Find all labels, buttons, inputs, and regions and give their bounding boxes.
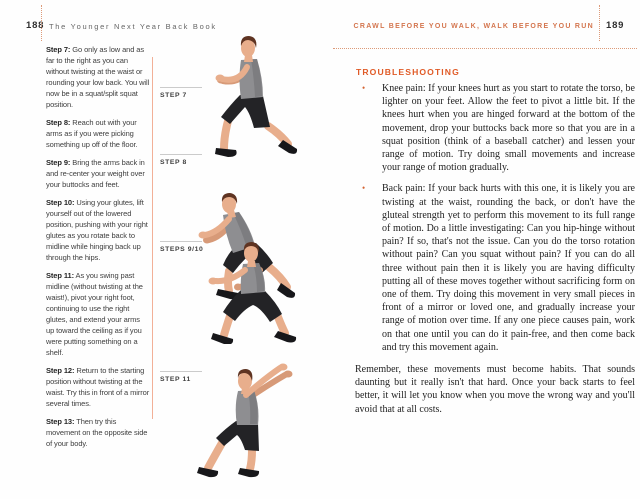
figure-label-text: STEP 8 (160, 159, 187, 166)
figure-label-text: STEP 11 (160, 376, 191, 383)
step-12-paragraph (46, 365, 150, 409)
step-9-label: Step 9: (46, 158, 71, 167)
left-header-dotted-divider (41, 5, 42, 41)
step-10-text: Using your glutes, lift yourself out of the lowered position, pushing with your right glutes as you rotate back to midline while hinging back up through the hips. (46, 198, 148, 262)
step-7-paragraph (46, 44, 150, 110)
troubleshooting-heading: TROUBLESHOOTING (356, 67, 460, 77)
figure-label-text: STEP 7 (160, 92, 187, 99)
right-running-head: CRAWL BEFORE YOU WALK, WALK BEFORE YOU RUN (353, 23, 594, 30)
step-9-paragraph (46, 157, 150, 190)
step-7-text: Go only as low and as far to the right as you can without twisting at the waist or rounding your low back. You will now be in a squat/split squat position. (46, 45, 150, 109)
left-page-number: 188 (26, 20, 45, 31)
bullet-icon: • (362, 83, 366, 93)
step-11-label: Step 11: (46, 271, 74, 280)
step-7-figure-illustration (195, 34, 301, 184)
step-11-text: As you swing past midline (without twisting at the waist!), pivot your right foot, continuing to use the right glutes, and extend your arms up toward the ceiling as if you were putting something on a shelf. (46, 271, 143, 357)
back-pain-bullet (355, 182, 635, 354)
back-pain-text: Back pain: If your back hurts with this one, it is likely you are twisting at the waist, rounding the back, or don't have the gluteal strength yet to perform this movement to its full range of motion. Do a little investigating: Can you hip-hinge without pain? If so, that's not the issue. Can you do the torso rotation without pain? Can you squat without pain? If you can do all three without pain then it is likely you are having difficulty putting all of these moves together without sacrificing form on one of them. Try doing this movement in very small pieces in front of a mirror or loved one, and gradually increase your range of motion over time. If any one piece causes pain, work on that one until you can do it pain-free, and then come back and try this movement again. (382, 183, 635, 353)
right-header-dotted-divider (599, 5, 600, 41)
step-12-text: Return to the starting position without twisting at the waist. Try this in front of a mirror several times. (46, 366, 150, 408)
step-11-paragraph (46, 270, 150, 358)
figures-accent-line (152, 57, 153, 419)
knee-pain-text: Knee pain: If your knees hurt as you start to rotate the torso, be lighter on your feet. Allow the feet to pivot a little bit. If the knees hurt when you are hinged forward at the bottom of the movement, drop your buttocks back more so that you are in a squat position (think of a baseball catcher) and lessen your range of motion. Try doing small movements and increase your range of motion gradually. (382, 83, 635, 174)
bullet-icon: • (362, 183, 366, 194)
knee-pain-bullet (355, 82, 635, 174)
steps-9-10-figure-illustration (188, 242, 314, 344)
step-10-paragraph (46, 197, 150, 263)
step-instructions-column (46, 44, 150, 456)
left-running-head: The Younger Next Year Back Book (49, 22, 217, 31)
step-10-label: Step 10: (46, 198, 75, 207)
step-13-text: Then try this movement on the opposite side of your body. (46, 417, 148, 448)
step-13-label: Step 13: (46, 417, 75, 426)
step-13-paragraph (46, 416, 150, 449)
step-11-figure-illustration (188, 357, 314, 483)
step-8-text: Reach out with your arms as if you were picking something up off of the floor. (46, 118, 138, 149)
right-page-dotted-rule (333, 48, 637, 49)
step-8-paragraph (46, 117, 150, 150)
step-8-label: Step 8: (46, 118, 71, 127)
figure-label-text: STEPS 9/10 (160, 246, 204, 253)
troubleshooting-body (355, 82, 635, 426)
step-9-text: Bring the arms back in and re-center your weight over your buttocks and feet. (46, 158, 145, 189)
step-7-label: Step 7: (46, 45, 71, 54)
step-12-label: Step 12: (46, 366, 75, 375)
right-page-number: 189 (606, 20, 625, 31)
closing-paragraph: Remember, these movements must become habits. That sounds daunting but it really isn't that hard. Once your back starts to feel better, it will let you know when you move the wrong way and you'll avoid that at all costs. (355, 364, 635, 415)
